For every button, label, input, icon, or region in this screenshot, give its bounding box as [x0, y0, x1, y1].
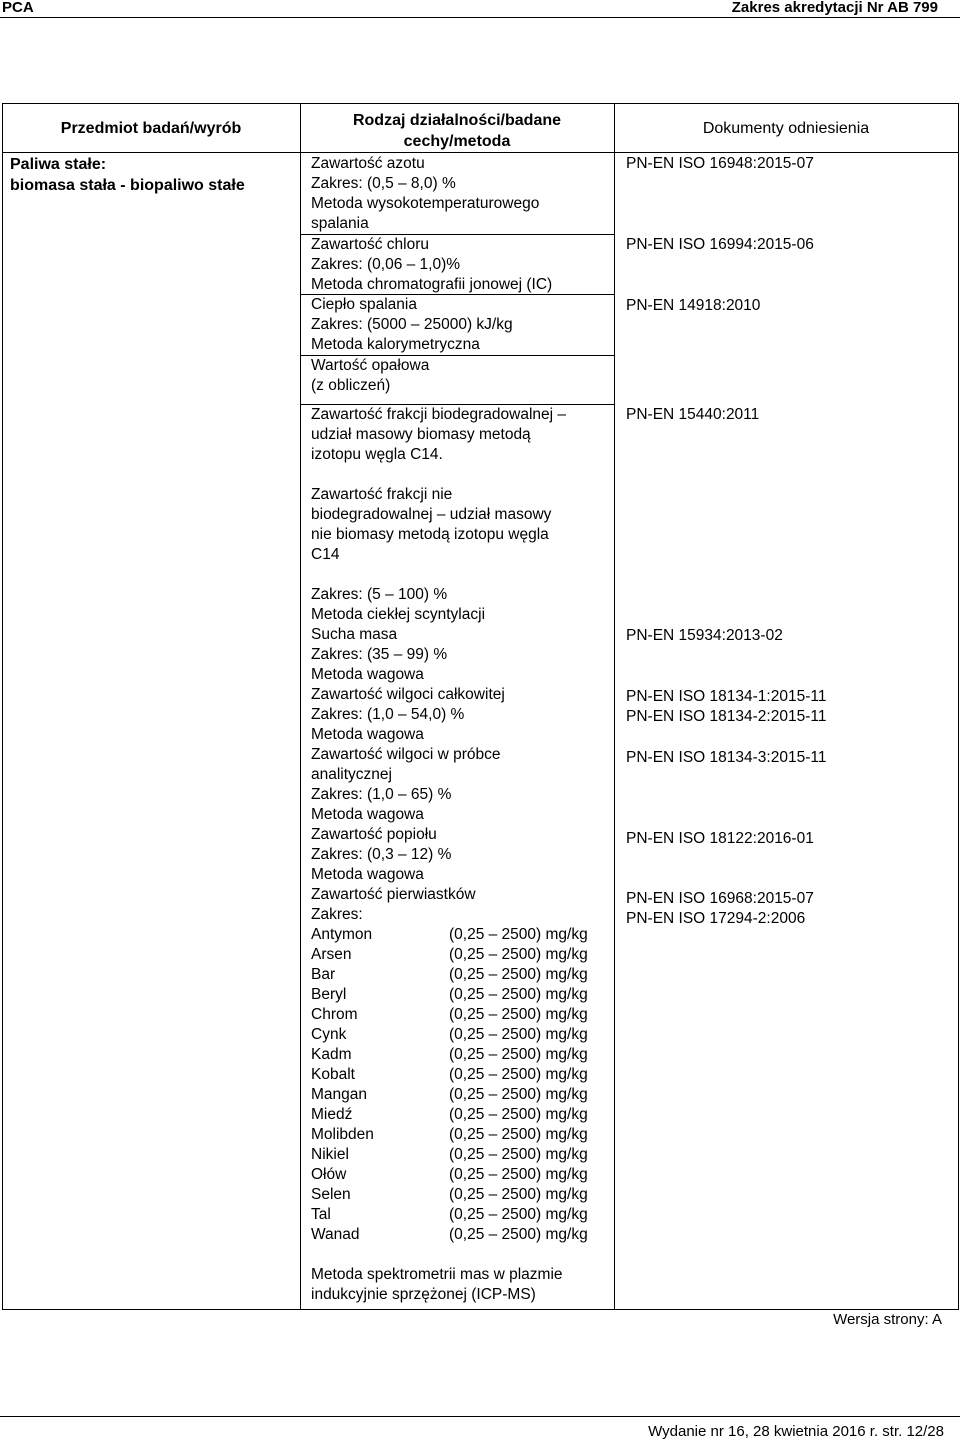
- element-row: [311, 1205, 611, 1225]
- method-line: indukcyjnie sprzężonej (ICP-MS): [311, 1286, 536, 1303]
- column-header-documents: Dokumenty odniesienia: [702, 120, 870, 137]
- element-row: [311, 1065, 611, 1085]
- method-line: udział masowy biomasy metodą: [311, 426, 531, 443]
- element-name: Beryl: [311, 986, 347, 1003]
- method-line: spalania: [311, 215, 369, 232]
- page-version: Wersja strony: A: [833, 1311, 942, 1328]
- element-range: (0,25 – 2500) mg/kg: [449, 1106, 588, 1123]
- doc-ref: PN-EN ISO 16948:2015-07: [626, 155, 814, 172]
- element-range: (0,25 – 2500) mg/kg: [449, 1066, 588, 1083]
- column-header-activity-line: Rodzaj działalności/badane: [352, 112, 562, 129]
- element-name: Tal: [311, 1206, 331, 1223]
- element-range: (0,25 – 2500) mg/kg: [449, 1006, 588, 1023]
- method-block-biodegradable: [311, 405, 611, 625]
- column-header-activity: [300, 110, 614, 152]
- method-list: [311, 154, 611, 1305]
- method-line: izotopu węgla C14.: [311, 446, 443, 463]
- elements-title: Zawartość pierwiastków: [311, 886, 476, 903]
- method-line: Wartość opałowa: [311, 357, 430, 374]
- element-range: (0,25 – 2500) mg/kg: [449, 1226, 588, 1243]
- subject-line: biomasa stała - biopaliwo stałe: [10, 177, 245, 194]
- method-line: Sucha masa: [311, 626, 398, 643]
- element-row: [311, 965, 611, 985]
- element-name: Arsen: [311, 946, 352, 963]
- method-line: Metoda chromatografii jonowej (IC): [311, 276, 553, 293]
- method-block-ash: [311, 825, 611, 885]
- subject-cell: [10, 154, 245, 196]
- element-name: Miedź: [311, 1106, 353, 1123]
- element-range: (0,25 – 2500) mg/kg: [449, 1206, 588, 1223]
- method-line: Zakres: (1,0 – 54,0) %: [311, 706, 465, 723]
- element-range: (0,25 – 2500) mg/kg: [449, 1146, 588, 1163]
- element-row: [311, 1045, 611, 1065]
- element-range: (0,25 – 2500) mg/kg: [449, 966, 588, 983]
- column-header-activity-line: cechy/metoda: [403, 133, 511, 150]
- method-line: Zakres: (5000 – 25000) kJ/kg: [311, 316, 513, 333]
- method-line: Metoda ciekłej scyntylacji: [311, 606, 486, 623]
- table-left-border: [2, 103, 3, 1310]
- element-name: Ołów: [311, 1166, 347, 1183]
- element-name: Kobalt: [311, 1066, 355, 1083]
- doc-ref-group: [626, 687, 826, 727]
- element-range: (0,25 – 2500) mg/kg: [449, 926, 588, 943]
- method-line: Ciepło spalania: [311, 296, 417, 313]
- header-org: PCA: [2, 0, 34, 16]
- page-edition: Wydanie nr 16, 28 kwietnia 2016 r. str. 12/28: [648, 1423, 944, 1440]
- element-range: (0,25 – 2500) mg/kg: [449, 1126, 588, 1143]
- method-line: (z obliczeń): [311, 377, 391, 394]
- table-col-divider-2: [614, 103, 615, 1310]
- element-range: (0,25 – 2500) mg/kg: [449, 946, 588, 963]
- method-line: nie biomasy metodą izotopu węgla: [311, 526, 549, 543]
- element-row: [311, 1025, 611, 1045]
- method-line: [311, 465, 611, 485]
- method-line: Metoda wagowa: [311, 866, 424, 883]
- doc-ref: PN-EN ISO 16994:2015-06: [626, 236, 814, 253]
- element-name: Mangan: [311, 1086, 368, 1103]
- elements-range-label: Zakres:: [311, 906, 363, 923]
- method-line: Zawartość wilgoci w próbce: [311, 746, 501, 763]
- doc-ref: PN-EN ISO 16968:2015-07: [626, 890, 814, 907]
- header-rule: [0, 17, 960, 18]
- method-line: C14: [311, 546, 340, 563]
- doc-ref-group: [626, 889, 814, 929]
- method-block-calorific: [311, 295, 611, 356]
- table-right-border: [958, 103, 959, 1310]
- element-row: [311, 945, 611, 965]
- element-range: (0,25 – 2500) mg/kg: [449, 1046, 588, 1063]
- doc-ref: PN-EN 15440:2011: [626, 406, 760, 423]
- element-name: Kadm: [311, 1046, 352, 1063]
- method-block-dry-mass: [311, 625, 611, 685]
- element-name: Molibden: [311, 1126, 374, 1143]
- element-range: (0,25 – 2500) mg/kg: [449, 1086, 588, 1103]
- element-row: [311, 1145, 611, 1165]
- method-line: Zawartość frakcji biodegradowalnej –: [311, 406, 567, 423]
- table-col-divider-1: [300, 103, 301, 1310]
- page-header: [0, 0, 960, 15]
- element-range: (0,25 – 2500) mg/kg: [449, 986, 588, 1003]
- element-row: [311, 1105, 611, 1125]
- method-line: Metoda kalorymetryczna: [311, 336, 480, 353]
- doc-ref: PN-EN ISO 17294-2:2006: [626, 910, 806, 927]
- element-row: [311, 1085, 611, 1105]
- element-row: [311, 1125, 611, 1145]
- element-range: (0,25 – 2500) mg/kg: [449, 1026, 588, 1043]
- element-range: (0,25 – 2500) mg/kg: [449, 1166, 588, 1183]
- doc-ref: PN-EN 14918:2010: [626, 297, 761, 314]
- method-line: Zakres: (0,5 – 8,0) %: [311, 175, 456, 192]
- method-line: Zawartość azotu: [311, 155, 425, 172]
- method-line: biodegradowalnej – udział masowy: [311, 506, 552, 523]
- method-block-analysis-moisture: [311, 745, 611, 825]
- element-row: [311, 1005, 611, 1025]
- element-name: Nikiel: [311, 1146, 349, 1163]
- subject-line: Paliwa stałe:: [10, 156, 107, 173]
- method-line: analitycznej: [311, 766, 392, 783]
- table-top-border: [2, 103, 959, 104]
- element-row: [311, 1165, 611, 1185]
- element-list: [311, 925, 611, 1245]
- method-line: Metoda wysokotemperaturowego: [311, 195, 540, 212]
- method-line: Zakres: (0,3 – 12) %: [311, 846, 452, 863]
- header-title: Zakres akredytacji Nr AB 799: [731, 0, 938, 16]
- doc-ref: PN-EN ISO 18122:2016-01: [626, 830, 814, 847]
- doc-ref: PN-EN ISO 18134-3:2015-11: [626, 749, 827, 766]
- method-line: Zakres: (0,06 – 1,0)%: [311, 256, 461, 273]
- method-block-chlorine: [311, 235, 611, 295]
- footer-rule: [0, 1416, 960, 1417]
- doc-ref: PN-EN ISO 18134-1:2015-11: [626, 688, 827, 705]
- doc-ref: PN-EN 15934:2013-02: [626, 627, 783, 644]
- method-line: [311, 565, 611, 585]
- element-row: [311, 985, 611, 1005]
- element-name: Bar: [311, 966, 336, 983]
- element-name: Cynk: [311, 1026, 347, 1043]
- method-line: Zawartość wilgoci całkowitej: [311, 686, 505, 703]
- element-name: Selen: [311, 1186, 351, 1203]
- method-line: Zawartość frakcji nie: [311, 486, 453, 503]
- element-name: Wanad: [311, 1226, 360, 1243]
- method-line: Metoda spektrometrii mas w plazmie: [311, 1266, 563, 1283]
- element-name: Antymon: [311, 926, 373, 943]
- table-bottom-border: [2, 1309, 959, 1310]
- method-line: Zawartość popiołu: [311, 826, 437, 843]
- spacer: [311, 1245, 611, 1265]
- element-row: [311, 925, 611, 945]
- doc-ref: PN-EN ISO 18134-2:2015-11: [626, 708, 827, 725]
- table-header-bottom-border: [2, 152, 959, 153]
- element-row: [311, 1185, 611, 1205]
- method-line: Zakres: (5 – 100) %: [311, 586, 448, 603]
- column-header-subject: Przedmiot badań/wyrób: [60, 120, 242, 137]
- method-line: Zawartość chloru: [311, 236, 430, 253]
- method-line: Metoda wagowa: [311, 726, 424, 743]
- method-block-total-moisture: [311, 685, 611, 745]
- method-block-nitrogen: [311, 154, 611, 235]
- method-block-elements: [311, 885, 611, 1305]
- element-range: (0,25 – 2500) mg/kg: [449, 1186, 588, 1203]
- method-block-net-calorific: [311, 356, 611, 405]
- element-name: Chrom: [311, 1006, 358, 1023]
- method-line: Metoda wagowa: [311, 806, 424, 823]
- element-row: [311, 1225, 611, 1245]
- method-line: Zakres: (1,0 – 65) %: [311, 786, 452, 803]
- method-line: Zakres: (35 – 99) %: [311, 646, 448, 663]
- method-line: Metoda wagowa: [311, 666, 424, 683]
